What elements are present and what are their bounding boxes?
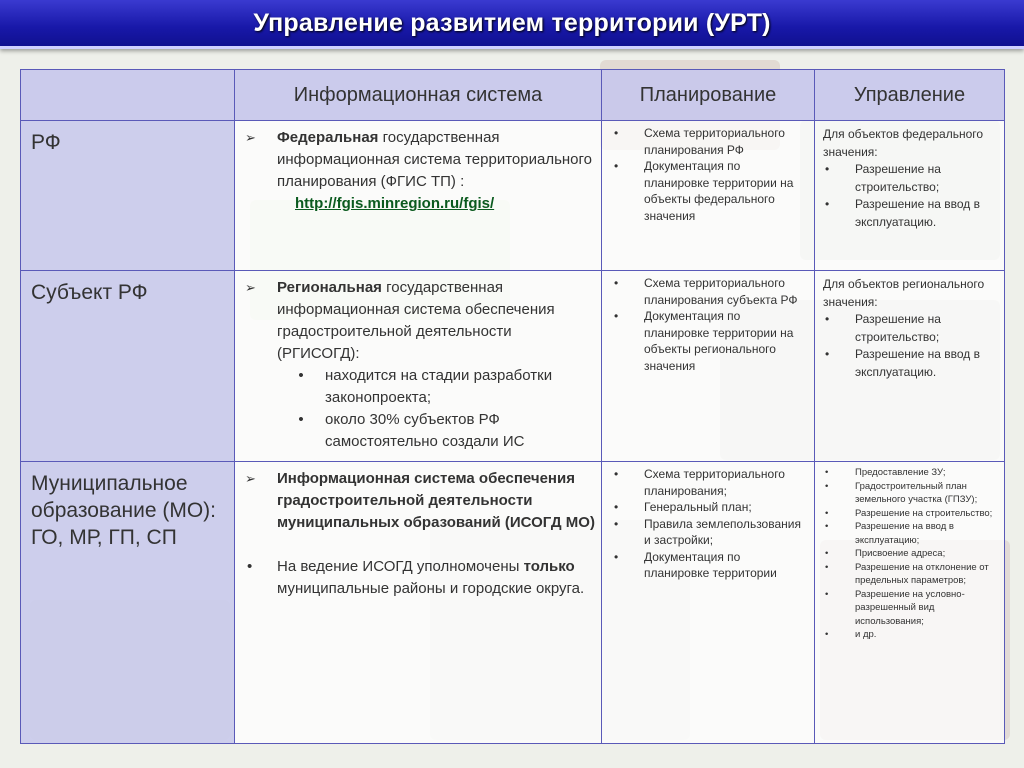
mgmt-item: Разрешение на ввод в эксплуатацию. <box>855 197 981 229</box>
list-item <box>277 409 597 453</box>
info-bold: Федеральная <box>277 129 379 146</box>
info-text: На ведение ИСОГД уполномочены <box>277 558 524 575</box>
plan-item: Схема территориального планирования РФ <box>644 126 785 157</box>
bullet-icon: • <box>825 347 830 361</box>
mgmt-cell-municipal <box>815 462 1005 744</box>
list-item <box>823 161 998 196</box>
plan-item: Документация по планировке территории на объекты федерального значения <box>644 159 794 223</box>
list-item <box>612 549 808 582</box>
bullet-icon: • <box>298 411 304 428</box>
info-bold: Региональная <box>277 279 382 296</box>
info-bold: только <box>523 558 575 575</box>
header-management: Управление <box>815 70 1005 121</box>
list-item <box>823 628 998 642</box>
bullet-icon: • <box>614 467 619 481</box>
mgmt-item: Присвоение адреса; <box>855 548 946 559</box>
bullet-icon: • <box>614 549 619 564</box>
mgmt-item: Разрешение на условно-разрешенный вид использования; <box>855 588 965 627</box>
arrow-bullet-icon: ➢ <box>245 130 256 145</box>
list-item <box>823 311 998 346</box>
list-item <box>612 466 808 499</box>
mgmt-item: Разрешение на отклонение от предельных параметров; <box>855 561 989 586</box>
page-title: Управление развитием территории (УРТ) <box>253 9 771 37</box>
info-cell-municipal <box>235 462 602 744</box>
bullet-icon: • <box>614 309 619 323</box>
list-item <box>823 507 998 521</box>
bullet-icon: • <box>614 276 619 290</box>
info-text: государственная информационная система обеспечения градостроительной деятельности (РГИСОГД): <box>277 279 555 362</box>
bullet-icon: • <box>825 312 830 326</box>
list-item <box>612 125 808 158</box>
info-bullet: около 30% субъектов РФ самостоятельно создали ИС <box>325 411 525 450</box>
info-bold: Информационная система обеспечения градостроительной деятельности муниципальных образований (ИСОГД МО) <box>277 470 595 531</box>
bullet-icon: • <box>825 561 829 573</box>
mgmt-item: Разрешение на строительство; <box>855 162 941 194</box>
list-item <box>823 346 998 381</box>
list-item <box>245 127 597 215</box>
plan-item: Документация по планировке территории <box>644 549 777 580</box>
plan-item: Генеральный план; <box>644 500 752 514</box>
table-row-rf <box>21 121 1005 271</box>
bullet-icon: • <box>825 162 830 176</box>
header-planning: Планирование <box>602 70 815 121</box>
bullet-icon: • <box>614 500 619 514</box>
row-label-subject: Субъект РФ <box>21 271 235 462</box>
list-item <box>612 499 808 516</box>
header-info-system: Информационная система <box>235 70 602 121</box>
header-row <box>21 70 1005 121</box>
mgmt-intro: Для объектов регионального значения: <box>823 277 985 309</box>
bullet-icon: • <box>825 467 829 478</box>
list-item <box>612 308 808 374</box>
list-item <box>823 466 998 480</box>
table-row-municipal <box>21 462 1005 744</box>
plan-cell-subject <box>602 271 815 462</box>
mgmt-item: и др. <box>855 629 877 640</box>
bullet-icon: • <box>825 507 829 519</box>
list-item <box>612 516 808 549</box>
bullet-icon: • <box>825 588 829 600</box>
plan-cell-rf <box>602 121 815 271</box>
row-label-rf: РФ <box>21 121 235 271</box>
mgmt-item: Предоставление ЗУ; <box>855 467 946 478</box>
mgmt-cell-subject <box>815 271 1005 462</box>
list-item <box>823 196 998 231</box>
list-item <box>823 547 998 561</box>
list-item <box>245 556 597 600</box>
bullet-icon: • <box>614 159 619 173</box>
plan-item: Правила землепользования и застройки; <box>644 516 801 547</box>
list-item <box>612 158 808 224</box>
list-item <box>612 275 808 308</box>
list-item <box>245 468 597 534</box>
list-item <box>823 588 998 629</box>
info-text: муниципальные районы и городские округа. <box>277 580 585 597</box>
bullet-icon: • <box>825 521 829 532</box>
mgmt-item: Разрешение на строительство; <box>855 312 941 344</box>
list-item <box>277 365 597 409</box>
info-bullet: находится на стадии разработки законопроекта; <box>325 367 553 406</box>
bullet-icon: • <box>825 197 830 211</box>
plan-item: Документация по планировке территории на объекты регионального значения <box>644 309 794 373</box>
plan-cell-municipal <box>602 462 815 744</box>
title-bar <box>0 0 1024 49</box>
table-row-subject <box>21 271 1005 462</box>
info-text: государственная информационная система территориального планирования (ФГИС ТП) : <box>277 129 592 190</box>
bullet-icon: • <box>614 126 619 140</box>
fgis-link[interactable]: http://fgis.minregion.ru/fgis/ <box>295 195 495 212</box>
bullet-icon: • <box>298 367 304 384</box>
bullet-icon: • <box>825 480 829 492</box>
bullet-icon: • <box>614 516 619 531</box>
mgmt-item: Разрешение на строительство; <box>855 507 993 519</box>
list-item <box>823 520 998 547</box>
header-empty-cell <box>21 70 235 121</box>
row-label-municipal: Муниципальное образование (МО): ГО, МР, ГП, СП <box>21 462 235 744</box>
mgmt-item: Градостроительный план земельного участка (ГПЗУ); <box>855 480 978 505</box>
bullet-icon: • <box>247 558 253 575</box>
mgmt-item: Разрешение на ввод в эксплуатацию; <box>855 521 954 546</box>
plan-item: Схема территориального планирования субъекта РФ <box>644 276 798 307</box>
info-cell-rf <box>235 121 602 271</box>
plan-item: Схема территориального планирования; <box>644 467 785 498</box>
mgmt-cell-rf <box>815 121 1005 271</box>
list-item <box>823 480 998 507</box>
bullet-icon: • <box>825 629 829 640</box>
bullet-icon: • <box>825 548 829 559</box>
arrow-bullet-icon: ➢ <box>245 471 256 486</box>
list-item <box>245 277 597 365</box>
info-cell-subject <box>235 271 602 462</box>
list-item <box>823 561 998 588</box>
mgmt-intro: Для объектов федерального значения: <box>823 127 984 159</box>
arrow-bullet-icon: ➢ <box>245 280 256 295</box>
mgmt-item: Разрешение на ввод в эксплуатацию. <box>855 347 981 379</box>
urt-table <box>20 69 1005 744</box>
